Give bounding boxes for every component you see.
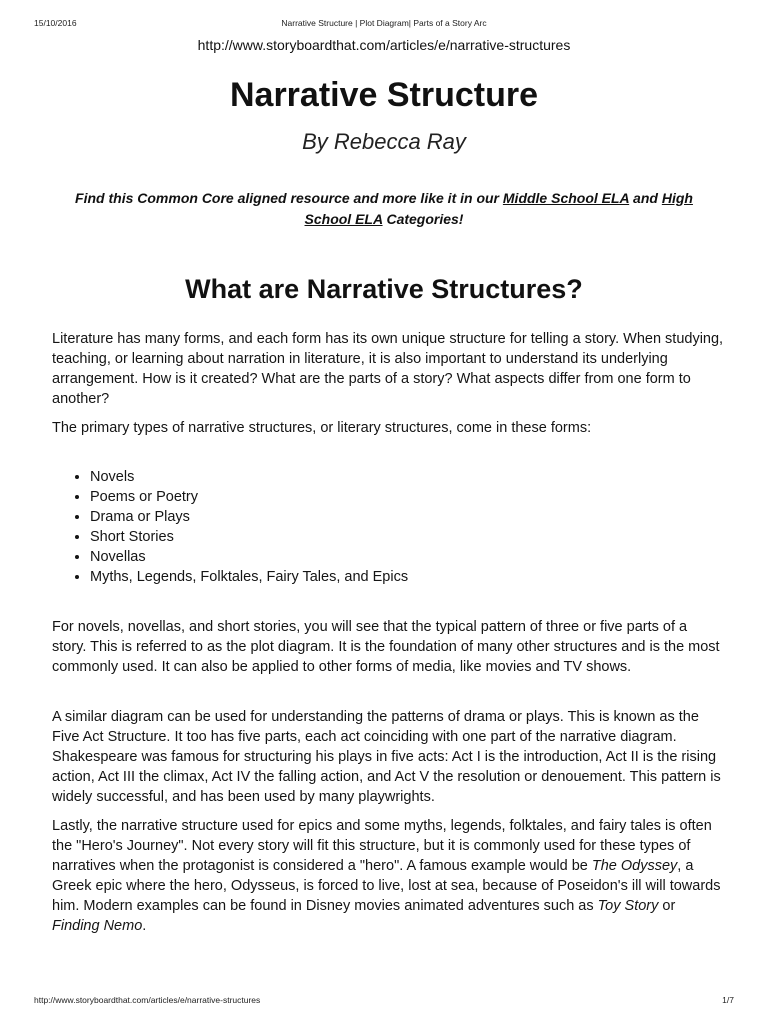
- italic-title: Finding Nemo: [52, 918, 143, 934]
- print-date: 15/10/2016: [34, 18, 77, 28]
- high-school-ela-link[interactable]: High School ELA: [304, 190, 693, 227]
- paragraph-heros-journey: [52, 816, 724, 936]
- list-item: • Poems or Poetry: [90, 487, 762, 507]
- promo-middle: and: [629, 190, 662, 206]
- print-header: [0, 18, 768, 30]
- list-item: • Myths, Legends, Folktales, Fairy Tales, and Epics: [90, 567, 762, 587]
- list-item: • Drama or Plays: [90, 507, 762, 527]
- paragraph-text: Literature has many forms, and each form has its own unique structure for telling a story. When studying, teaching, or learning about narration in literature, it is also important to understand its underlying arrangement. How is it created? What are the parts of a story? What aspects differ from one form to another?: [52, 331, 724, 407]
- paragraph-text: A similar diagram can be used for understanding the patterns of drama or plays. This is known as the Five Act Structure. It too has five parts, each act coinciding with one part of the narrative diagram. Shakespeare was famous for structuring his plays in five acts: Act I is the introduction, Act II is the rising action, Act III the climax, Act IV the falling action, and Act V the resolution or denouement. This pattern is widely successful, and has been used by many playwrights.: [52, 709, 721, 805]
- middle-school-ela-link[interactable]: Middle School ELA: [502, 190, 630, 206]
- print-page-title: Narrative Structure | Plot Diagram| Parts of a Story Arc: [281, 18, 487, 28]
- page-title: Narrative Structure: [229, 76, 538, 114]
- list-item: • Short Stories: [90, 527, 762, 547]
- promo-prefix: Find this Common Core aligned resource and more like it in our: [75, 190, 503, 206]
- italic-title: The Odyssey: [591, 858, 678, 874]
- paragraph-text: The primary types of narrative structures, or literary structures, come in these forms:: [52, 420, 592, 436]
- author-byline: By Rebecca Ray: [302, 129, 466, 154]
- print-footer: [0, 995, 768, 1007]
- list-item: • Novels: [90, 467, 762, 487]
- promo-suffix: Categories!: [382, 211, 464, 227]
- paragraph-text: For novels, novellas, and short stories, you will see that the typical pattern of three or five parts of a story. This is referred to as the plot diagram. It is the foundation of many other structures and is the most commonly used. It can also be applied to other forms of media, like movies and TV shows.: [52, 619, 720, 675]
- text-run: or: [658, 898, 676, 914]
- promo-text: [52, 188, 716, 230]
- paragraph-five-act: [52, 707, 724, 807]
- page-number: 1/7: [722, 995, 734, 1005]
- italic-title: Toy Story: [597, 898, 659, 914]
- paragraph-types-intro: [52, 418, 724, 438]
- paragraph-plot-diagram: [52, 617, 724, 677]
- paragraph-intro: [52, 329, 724, 409]
- narrative-types-list: [52, 467, 762, 587]
- list-item: • Novellas: [90, 547, 762, 567]
- text-run: .: [142, 918, 147, 934]
- paragraph-text: [52, 816, 724, 936]
- text-run: Lastly, the narrative structure used for epics and some myths, legends, folktales, and fairy tales is often the "Hero's Journey". Not every story will fit this structure, but it is commonly used for these types of narratives when the protagonist is considered a "hero". A famous example would be: [52, 818, 712, 874]
- section-heading: What are Narrative Structures?: [185, 274, 583, 304]
- footer-url: http://www.storyboardthat.com/articles/e/narrative-structures: [34, 995, 261, 1005]
- source-url: http://www.storyboardthat.com/articles/e/narrative-structures: [197, 37, 571, 53]
- text-run: , a Greek epic where the hero, Odysseus, is forced to live, lost at sea, because of Poseidon's ill will towards him. Modern examples can be found in Disney movies animated adventures such as: [52, 858, 721, 914]
